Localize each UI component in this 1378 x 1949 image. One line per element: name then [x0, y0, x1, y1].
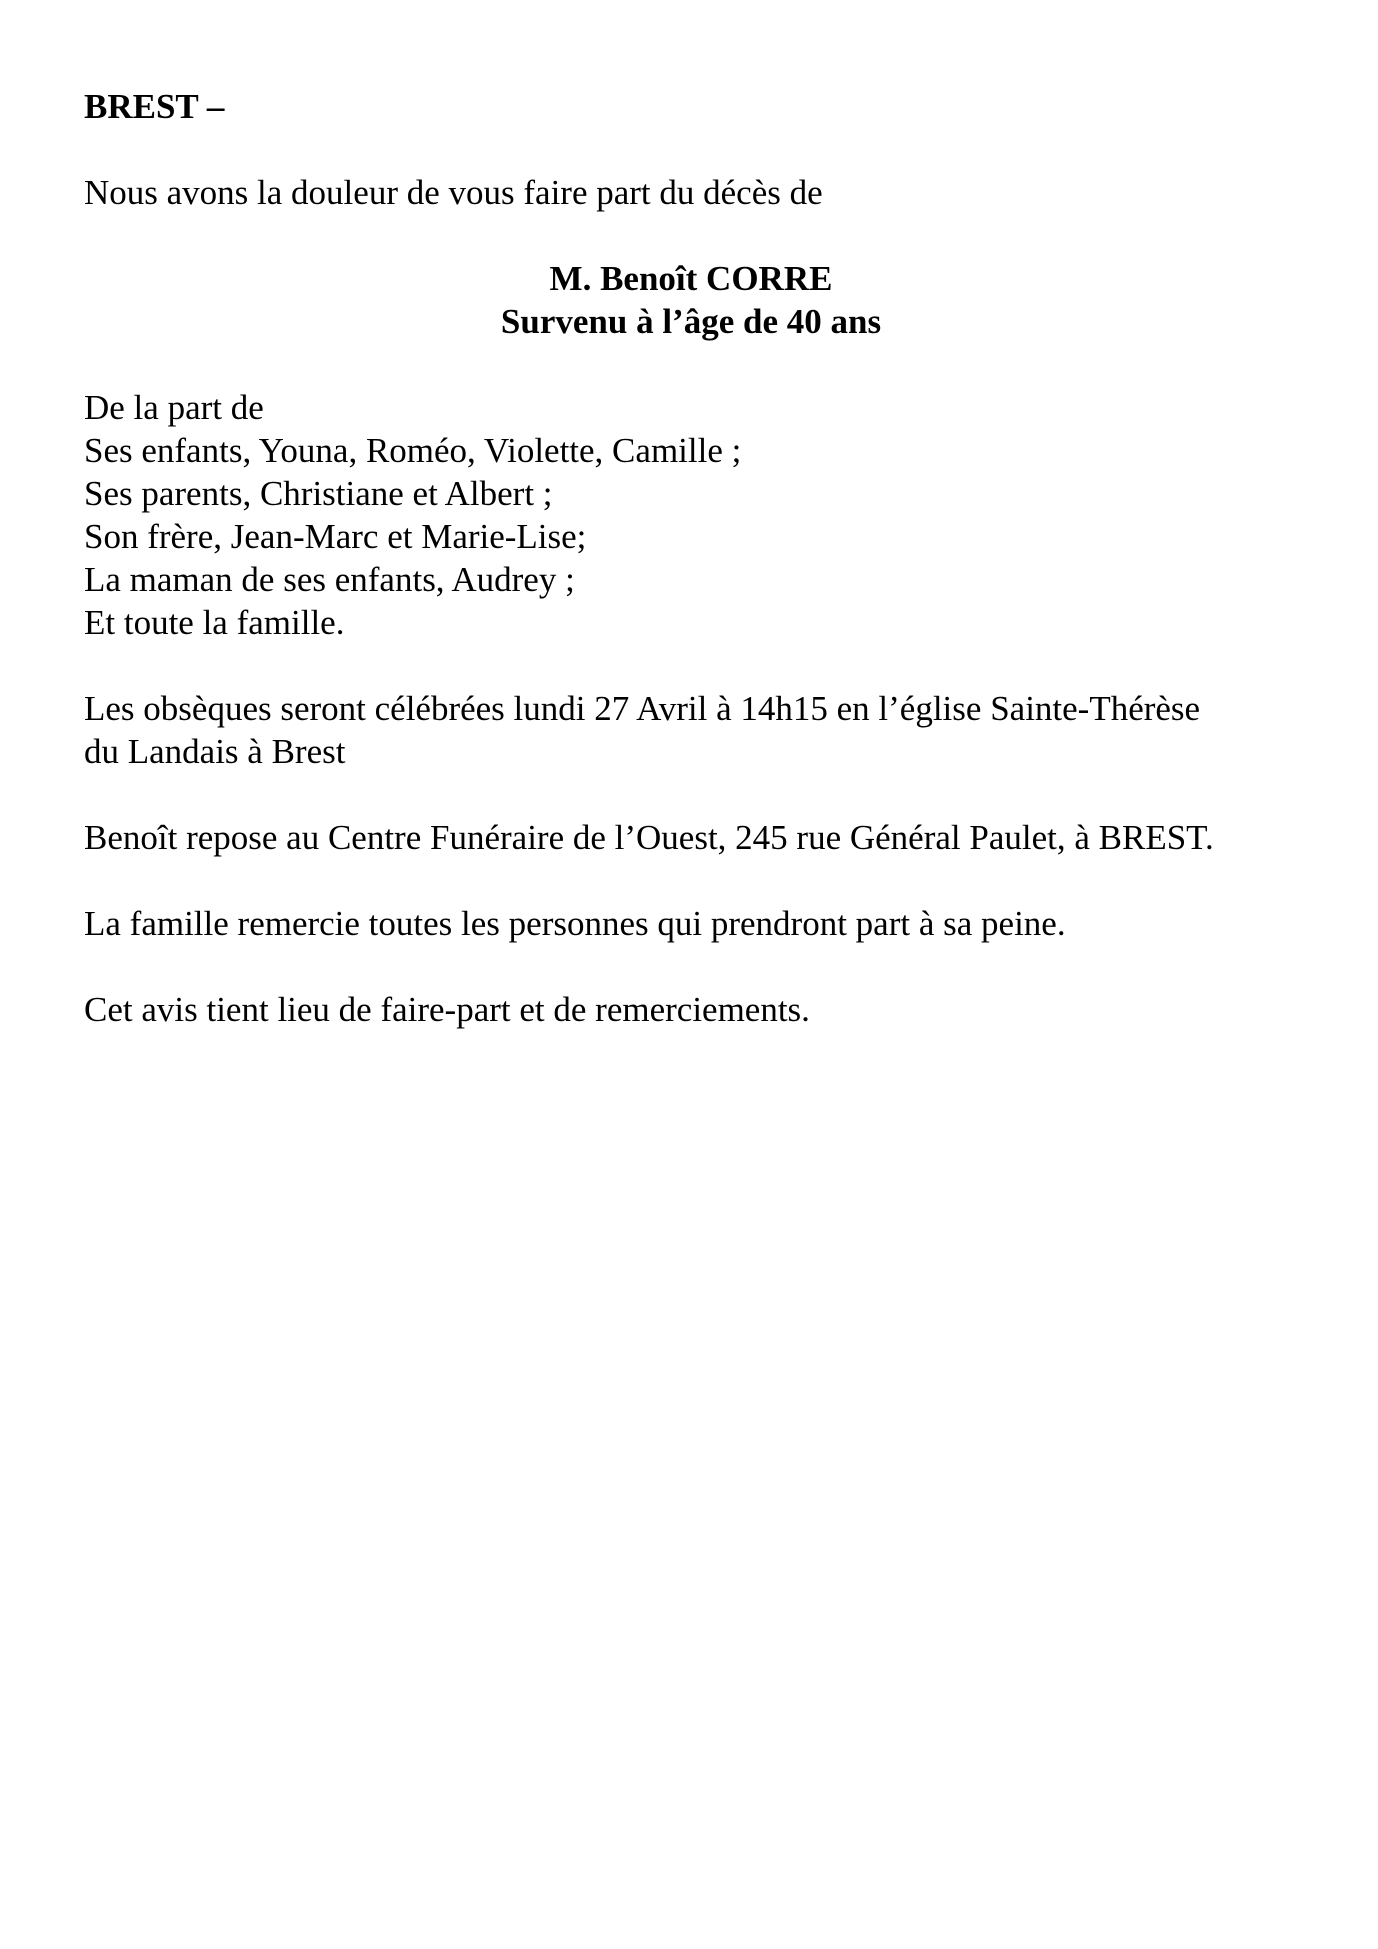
obituary-content — [84, 85, 1314, 1031]
funeral-line: Les obsèques seront célébrées lundi 27 Avril à 14h15 en l’église Sainte-Thérèse — [84, 689, 1201, 728]
rest-place-text: Benoît repose au Centre Funéraire de l’Ouest, 245 rue Général Paulet, à BREST. — [84, 818, 1214, 857]
deceased-name: M. Benoît CORRE — [549, 259, 833, 298]
family-line: La maman de ses enfants, Audrey ; — [84, 560, 575, 599]
family-line: Ses parents, Christiane et Albert ; — [84, 474, 553, 513]
funeral-details — [84, 687, 1314, 773]
family-list — [84, 386, 1314, 644]
intro-text: Nous avons la douleur de vous faire part du décès de — [84, 173, 823, 212]
funeral-line: du Landais à Brest — [84, 732, 346, 771]
family-line: De la part de — [84, 388, 264, 427]
family-line: Et toute la famille. — [84, 603, 345, 642]
deceased-title-block — [84, 257, 1298, 343]
family-line: Son frère, Jean-Marc et Marie-Lise; — [84, 517, 587, 556]
family-line: Ses enfants, Youna, Roméo, Violette, Camille ; — [84, 431, 742, 470]
closing-text: Cet avis tient lieu de faire-part et de remerciements. — [84, 990, 810, 1029]
thanks-text: La famille remercie toutes les personnes qui prendront part à sa peine. — [84, 904, 1066, 943]
location-heading: BREST – — [84, 87, 225, 126]
deceased-age: Survenu à l’âge de 40 ans — [500, 302, 882, 341]
